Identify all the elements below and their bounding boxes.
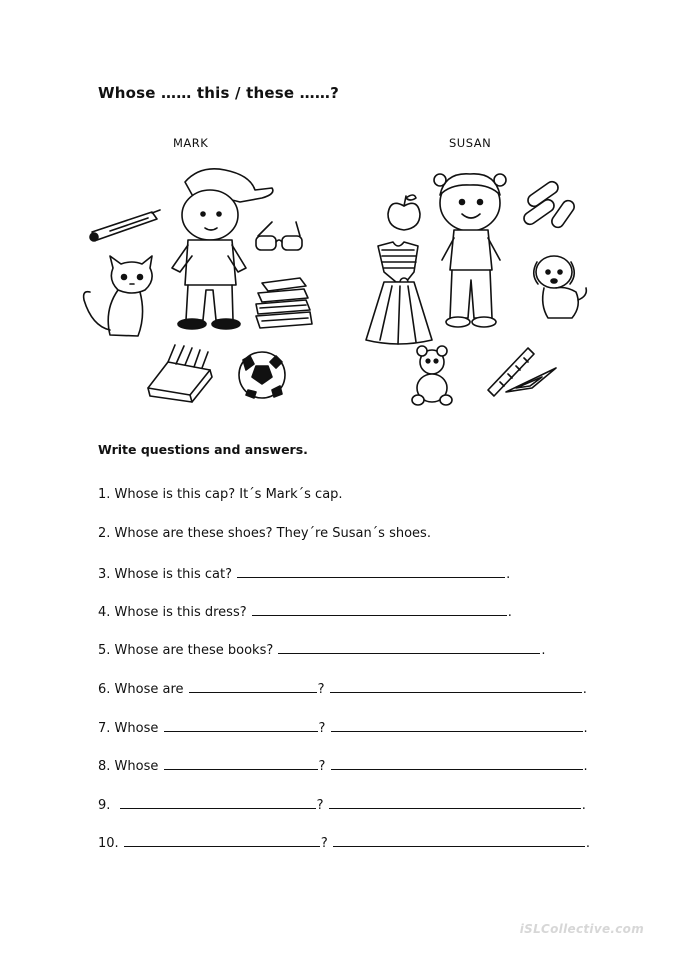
answer-blank[interactable] [331,719,583,732]
exercise-line-4 [98,603,512,620]
exercise-prompt: 9. [98,798,119,813]
answer-blank[interactable] [237,565,505,578]
glasses-icon [256,222,302,250]
exercise-line-1: 1. Whose is this cap? It´s Mark´s cap. [98,487,343,502]
dog-icon [534,256,587,318]
girl-icon [434,174,506,327]
line-end: . [583,759,588,774]
dress-icon [366,242,432,344]
question-mark: ? [316,798,324,813]
illustrations [0,0,686,420]
exercise-line-8 [98,757,588,774]
exercise-prompt: 6. Whose are [98,682,188,697]
question-mark: ? [318,721,326,736]
answer-blank[interactable] [331,757,583,770]
exercise-prompt: 7. Whose [98,721,163,736]
question-mark: ? [317,682,325,697]
line-end: . [581,798,586,813]
question-blank[interactable] [124,834,320,847]
exercise-line-2: 2. Whose are these shoes? They´re Susan´s shoes. [98,526,431,541]
answer-blank[interactable] [333,834,585,847]
teddy-icon [412,346,452,405]
exercise-line-5 [98,641,546,658]
answer-blank[interactable] [252,603,507,616]
exercise-prompt: 10. [98,836,123,851]
exercise-line-10 [98,834,590,851]
question-blank[interactable] [120,796,316,809]
exercise-line-3 [98,565,510,582]
apple-icon [388,195,420,230]
ball-icon [239,352,285,398]
line-end: . [585,836,590,851]
question-blank[interactable] [164,719,318,732]
set-square-icon [488,348,556,396]
exercise-prompt: 8. Whose [98,759,163,774]
exercise-prompt: 4. Whose is this dress? [98,605,251,620]
cat-icon [84,256,153,336]
plasters-icon [522,179,577,229]
exercise-prompt: 3. Whose is this cat? [98,567,237,582]
question-mark: ? [320,836,328,851]
instructions-heading: Write questions and answers. [98,442,308,457]
answer-blank[interactable] [329,796,581,809]
line-end: . [506,567,511,582]
question-mark: ? [318,759,326,774]
books-icon [256,278,312,328]
answer-blank[interactable] [330,680,582,693]
exercise-line-6 [98,680,587,697]
question-blank[interactable] [164,757,318,770]
line-end: . [582,682,587,697]
exercise-line-7 [98,719,588,736]
exercise-line-9 [98,796,586,813]
answer-blank[interactable] [278,641,540,654]
name-label-mark: MARK [173,136,209,150]
watermark: iSLCollective.com [519,922,644,936]
worksheet-title: Whose …… this / these ……? [98,84,339,102]
line-end: . [541,643,546,658]
crayons-icon [148,345,212,402]
name-label-susan: SUSAN [449,136,492,150]
exercise-prompt: 5. Whose are these books? [98,643,278,658]
line-end: . [507,605,512,620]
question-blank[interactable] [189,680,317,693]
line-end: . [583,721,588,736]
thermometer-icon [90,210,160,241]
